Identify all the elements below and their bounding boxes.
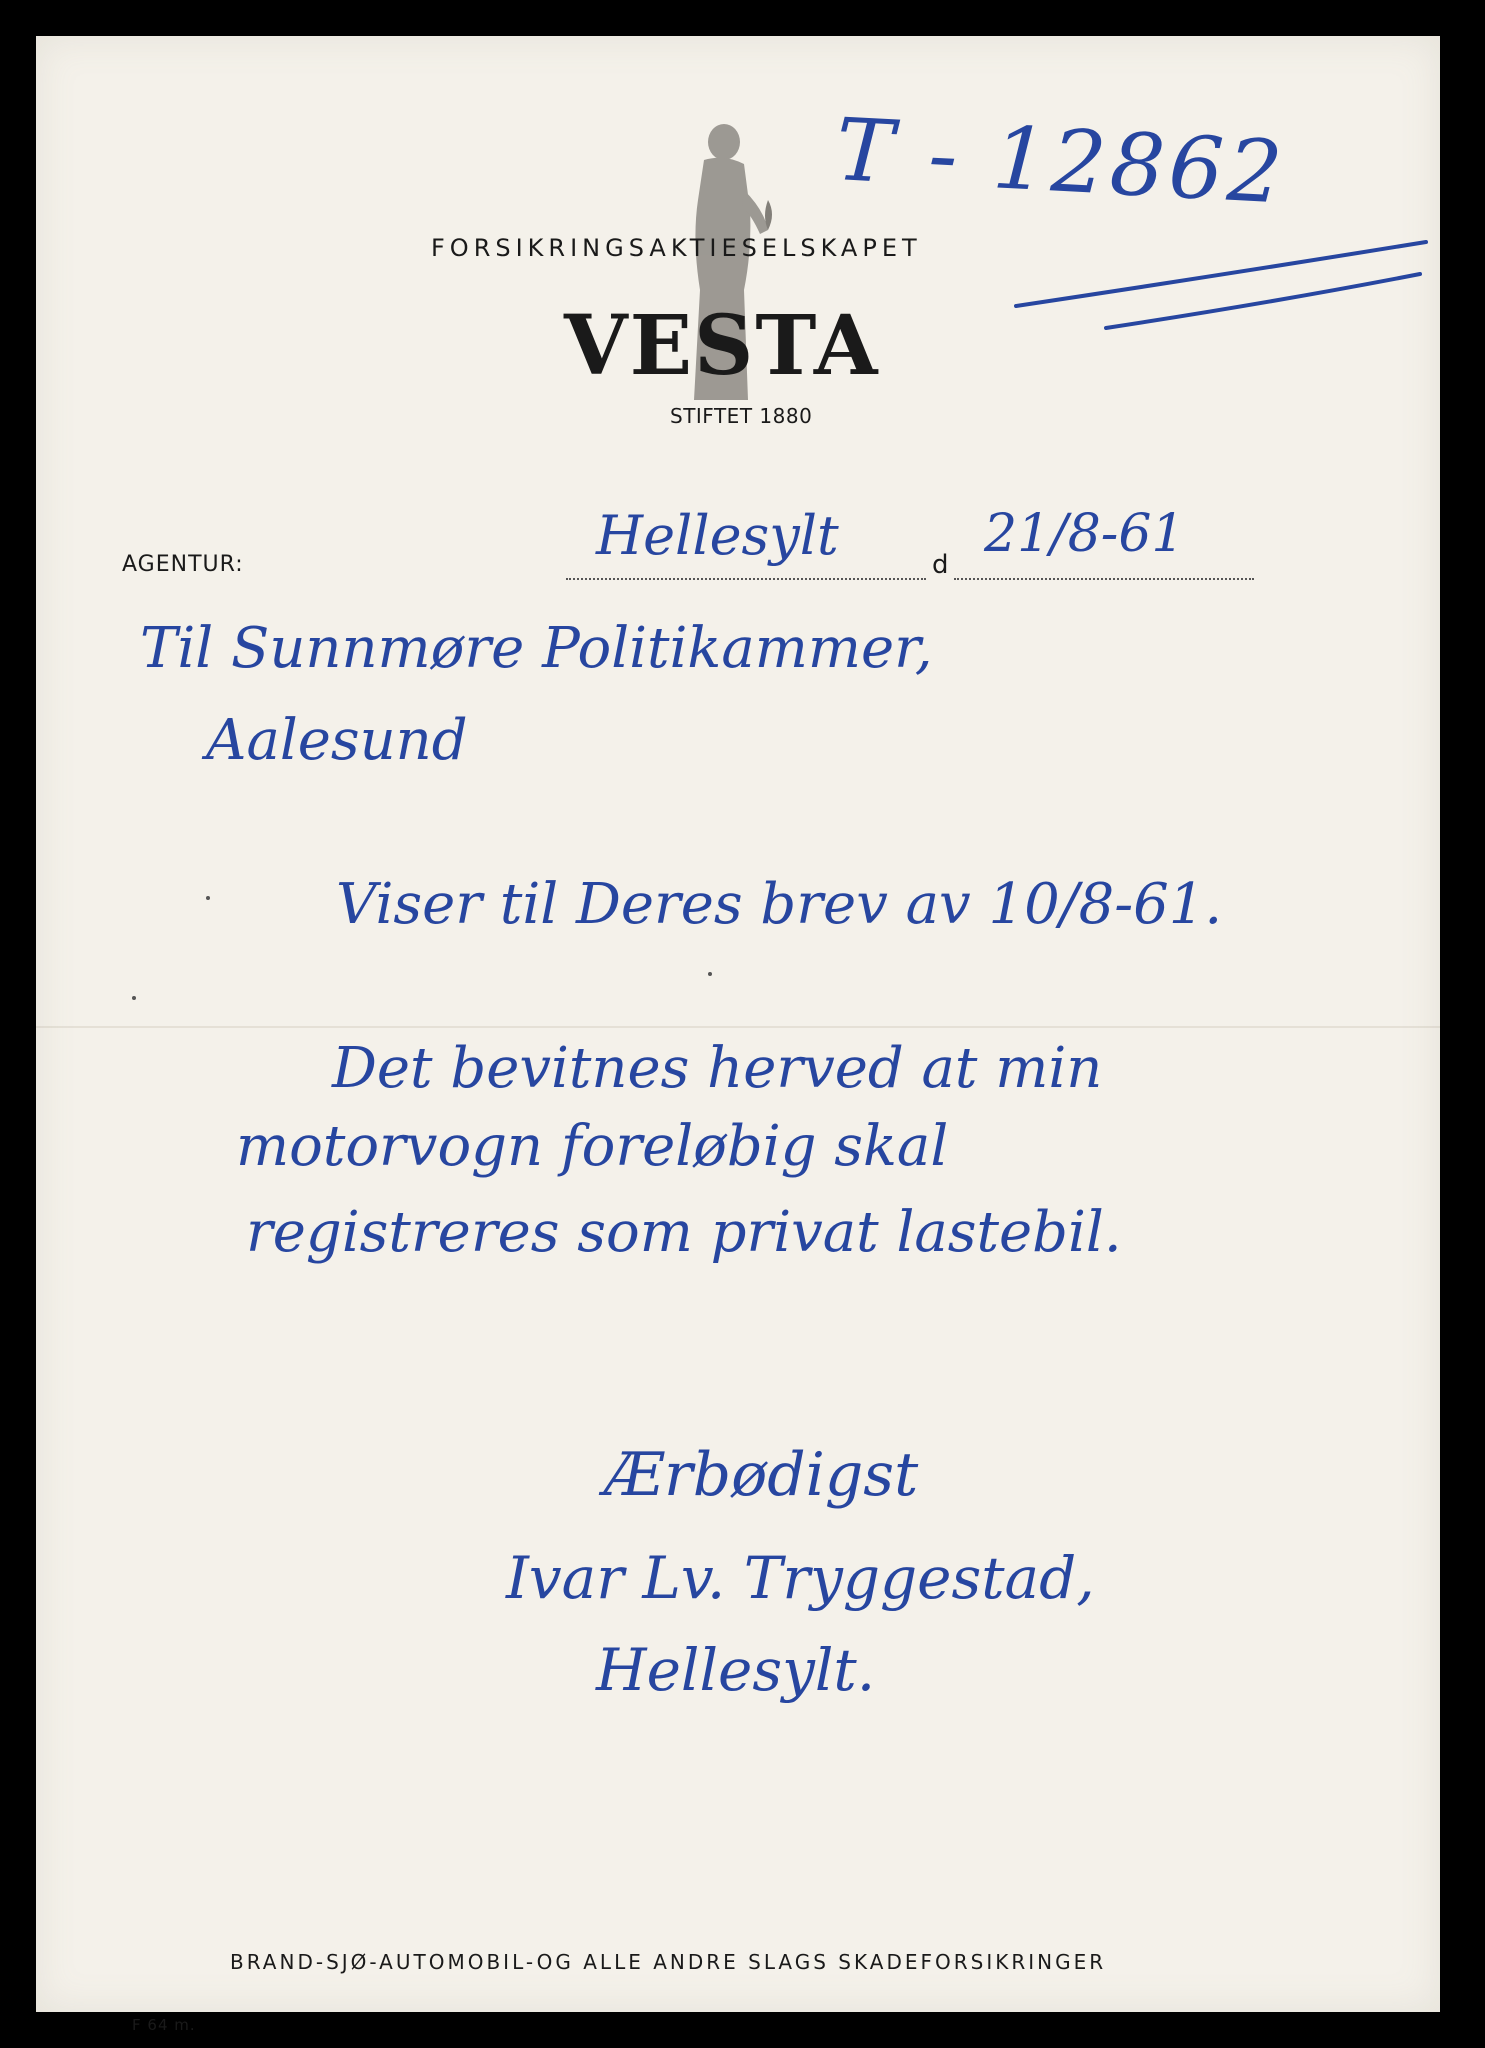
signature-name: Ivar Lv. Tryggestad, (506, 1544, 1095, 1612)
brand-name: VESTA (564, 298, 880, 394)
reference-line: Viser til Deres brev av 10/8-61. (336, 872, 1223, 937)
date-dotted-line (954, 578, 1254, 580)
letter-sheet (36, 36, 1440, 2034)
body-line-2: motorvogn foreløbig skal (236, 1114, 949, 1179)
paper-speck (206, 896, 210, 900)
date-label: d (932, 550, 949, 580)
company-name: FORSIKRINGSAKTIESELSKAPET (431, 234, 922, 262)
signature-place: Hellesylt. (596, 1636, 876, 1704)
founded-year: STIFTET 1880 (670, 404, 813, 428)
underline-strokes (1016, 226, 1436, 336)
closing-line: Ærbødigst (604, 1440, 919, 1510)
body-line-1: Det bevitnes herved at min (332, 1036, 1103, 1101)
agentur-dotted-line (566, 578, 926, 580)
paper-speck (708, 972, 712, 976)
recipient-line: Til Sunnmøre Politikammer, (140, 616, 933, 681)
recipient-city: Aalesund (206, 708, 468, 773)
fold-crease (36, 1026, 1440, 1028)
paper-speck (132, 996, 136, 1000)
archive-number: T - 12862 (833, 100, 1289, 224)
footer-coverage: BRAND-SJØ-AUTOMOBIL-OG ALLE ANDRE SLAGS SKADEFORSIKRINGER (230, 1950, 1107, 1974)
letter-date: 21/8-61 (984, 504, 1185, 564)
agentur-label: AGENTUR: (122, 552, 244, 577)
body-line-3: registreres som privat lastebil. (246, 1200, 1122, 1265)
agency-place: Hellesylt (596, 504, 839, 567)
form-code: F 64 m. (132, 2016, 196, 2034)
